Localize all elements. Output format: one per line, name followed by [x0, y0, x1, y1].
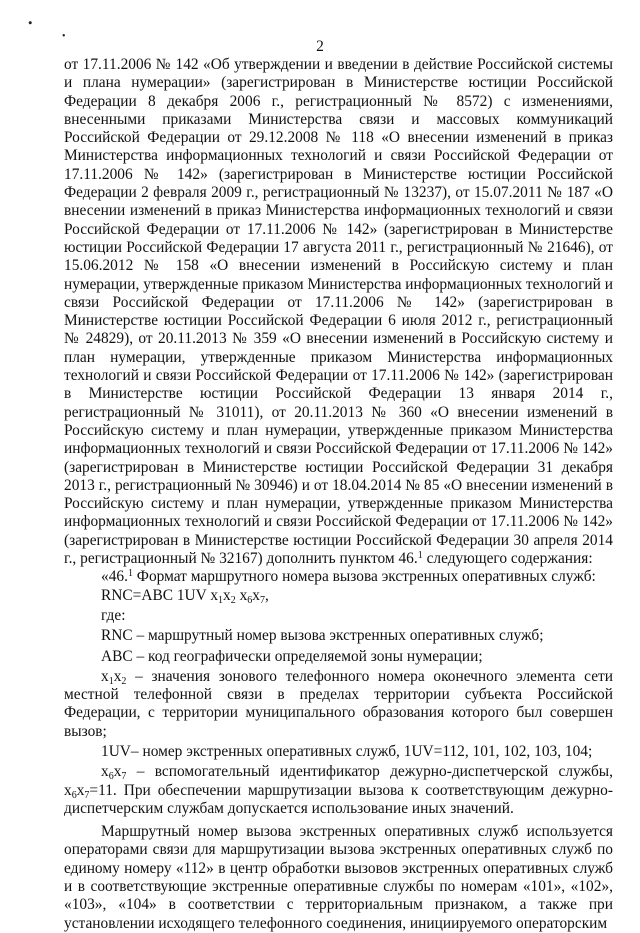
- scan-mark: •: [25, 14, 35, 31]
- definition-abc: АВС – код географически определяемой зоны нумерации;: [101, 647, 483, 665]
- where-label: где:: [101, 606, 126, 624]
- scan-mark: •: [62, 31, 66, 42]
- page-number: 2: [316, 38, 324, 55]
- definition-x1x2: $x_1x_2$ – значения зонового телефонного номера оконечного элемента сети местной телефонной связи в пределах территории субъекта Российской Федерации, с территории муниципального образования которого был совершен вызов;: [64, 667, 613, 740]
- document-body: [64, 56, 613, 933]
- routing-number-formula: RNC=ABC 1UV $x_1x_2$ $x_6x_7$,: [101, 586, 269, 606]
- main-paragraph: от 17.11.2006 № 142 «Об утверждении и введении в действие Российской системы и плана нумерации» (зарегистрирован в Министерстве юстиции Российской Федерации 8 декабря 2006 г., регистрационный № 8572) с изменениями, внесенными приказами Министерства связи и массовых коммуникаций Российской Федерации от 29.12.2008 № 118 «О внесении изменений в приказ Министерства информационных технологий и связи Российской Федерации от 17.11.2006 № 142» (зарегистрирован в Министерстве юстиции Российской Федерации 2 февраля 2009 г., регистрационный № 13237), от 15.07.2011 № 187 «О внесении изменений в приказ Министерства информационных технологий и связи Российской Федерации от 17.11.2006 № 142» (зарегистрирован в Министерстве юстиции Российской Федерации 17 августа 2011 г., регистрационный № 21646), от 15.06.2012 № 158 «О внесении изменений в Российскую систему и план нумерации, утвержденные приказом Министерства информационных технологий и связи Российской Федерации от 17.11.2006 № 142» (зарегистрирован в Министерстве юстиции Российской Федерации 6 июля 2012 г., регистрационный № 24829), от 20.11.2013 № 359 «О внесении изменений в Российскую систему и план нумерации, утвержденные приказом Министерства информационных технологий и связи Российской Федерации от 17.11.2006 № 142» (зарегистрирован в Министерстве юстиции Российской Федерации 13 января 2014 г., регистрационный № 31011), от 20.11.2013 № 360 «О внесении изменений в Российскую систему и план нумерации, утвержденные приказом Министерства информационных технологий и связи Российской Федерации от 17.11.2006 № 142» (зарегистрирован в Министерстве юстиции Российской Федерации 31 декабря 2013 г., регистрационный № 30946) и от 18.04.2014 № 85 «О внесении изменений в Российскую систему и план нумерации, утвержденные приказом Министерства информационных технологий и связи Российской Федерации от 17.11.2006 № 142» (зарегистрирован в Министерстве юстиции Российской Федерации 30 апреля 2014 г., регистрационный № 32167) дополнить пунктом 46.$^1$ следующего содержания:: [64, 56, 613, 568]
- definition-rnc: RNC – маршрутный номер вызова экстренных оперативных служб;: [101, 627, 544, 645]
- definition-x6x7: $x_6x_7$ – вспомогательный идентификатор дежурно-диспетчерской службы, $x_6x_7=11$. При обеспечении маршрутизации вызова к соответствующим дежурно-диспетчерским службам допускается использование иных значений.: [64, 763, 613, 817]
- item-46-1-title: «46.$^1$ Формат маршрутного номера вызова экстренных оперативных служб:: [101, 568, 596, 586]
- final-paragraph: Маршрутный номер вызова экстренных оперативных служб используется операторами связи для маршрутизации вызова экстренных оперативных служб по единому номеру «112» в центр обработки вызовов экстренных оперативных служб и в соответствующие экстренные оперативные службы по номерам «101», «102», «103», «104» в соответствии с территориальным признаком, а также при установлении исходящего телефонного соединения, инициируемого операторским: [64, 823, 613, 932]
- definition-1uv: 1UV– номер экстренных оперативных служб, 1UV=112, 101, 102, 103, 104;: [101, 742, 593, 760]
